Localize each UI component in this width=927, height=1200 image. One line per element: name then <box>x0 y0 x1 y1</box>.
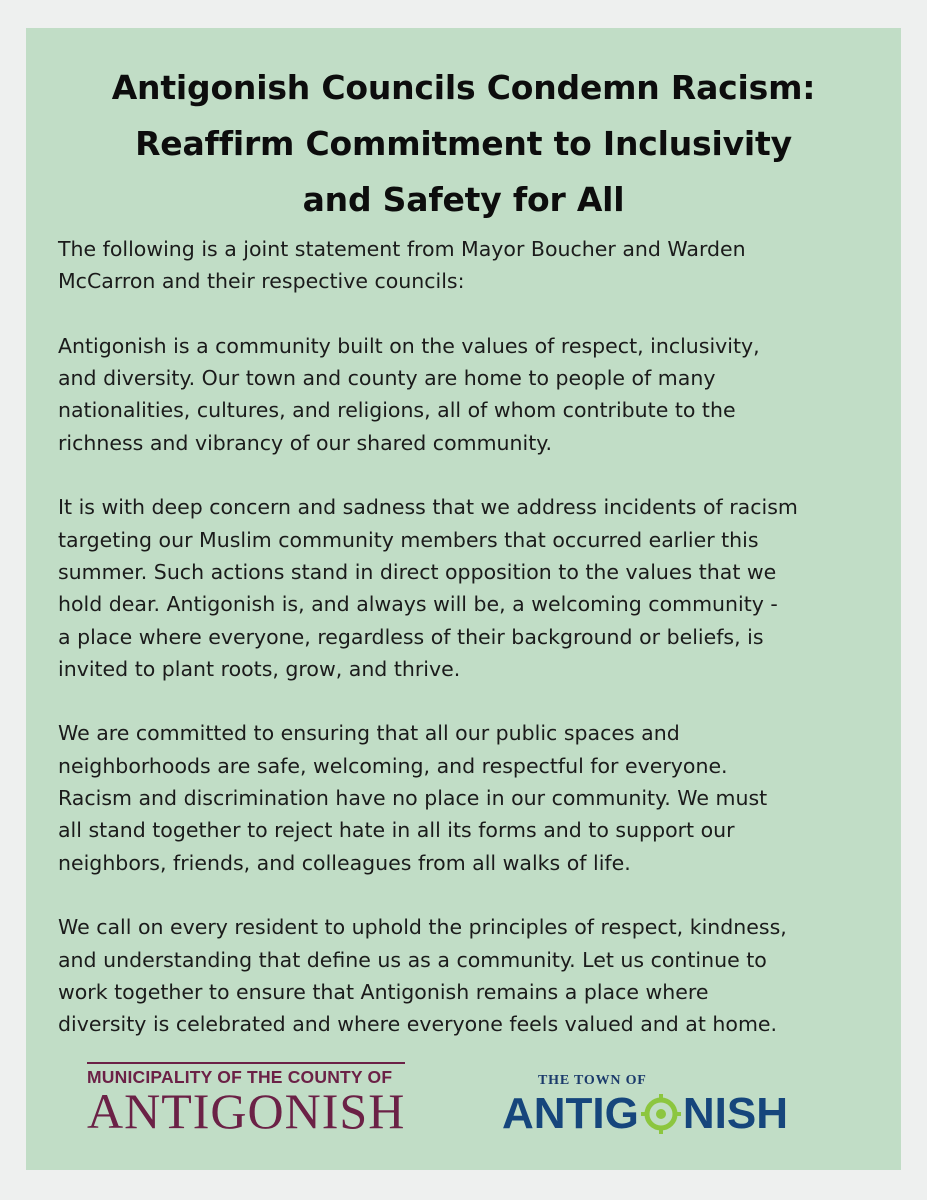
town-logo-subtitle: THE TOWN OF <box>538 1073 647 1088</box>
text-line: diversity is celebrated and where everyone feels valued and at home. <box>58 1012 778 1037</box>
text-line: invited to plant roots, grow, and thrive. <box>58 656 461 681</box>
values-paragraph <box>58 330 908 459</box>
text-line: and diversity. Our town and county are home to people of many <box>58 366 716 391</box>
statement-body <box>58 233 908 1073</box>
text-line: richness and vibrancy of our shared community. <box>58 430 553 455</box>
text-line: summer. Such actions stand in direct opposition to the values that we <box>58 559 777 584</box>
text-line: neighborhoods are safe, welcoming, and respectful for everyone. <box>58 753 728 778</box>
text-line: Antigonish is a community built on the values of respect, inclusivity, <box>58 333 760 358</box>
call-to-action-paragraph <box>58 911 908 1040</box>
page-title <box>0 60 927 228</box>
text-line: targeting our Muslim community members that occurred earlier this <box>58 527 759 552</box>
title-line: Antigonish Councils Condemn Racism: <box>111 68 816 107</box>
text-line: nationalities, cultures, and religions, all of whom contribute to the <box>58 398 736 423</box>
text-line: McCarron and their respective councils: <box>58 269 465 294</box>
text-line: hold dear. Antigonish is, and always will be, a welcoming community - <box>58 592 778 617</box>
town-logo-wordmark <box>502 1090 832 1138</box>
text-line: neighbors, friends, and colleagues from all walks of life. <box>58 850 631 875</box>
text-line: It is with deep concern and sadness that we address incidents of racism <box>58 495 798 520</box>
target-icon <box>641 1094 681 1134</box>
concern-paragraph <box>58 491 908 685</box>
town-logo <box>502 1072 832 1138</box>
text-line: We are committed to ensuring that all our public spaces and <box>58 721 680 746</box>
text-line: work together to ensure that Antigonish remains a place where <box>58 979 709 1004</box>
text-line: and understanding that define us as a community. Let us continue to <box>58 947 767 972</box>
intro-paragraph <box>58 233 908 298</box>
text-line: a place where everyone, regardless of their background or beliefs, is <box>58 624 764 649</box>
text-line: all stand together to reject hate in all its forms and to support our <box>58 818 735 843</box>
title-line: and Safety for All <box>302 180 625 219</box>
county-logo <box>87 1062 406 1139</box>
text-line: We call on every resident to uphold the principles of respect, kindness, <box>58 915 787 940</box>
town-logo-text-start: ANTIG <box>502 1089 639 1138</box>
town-logo-text-end: NISH <box>682 1089 789 1138</box>
county-logo-rule <box>87 1062 405 1064</box>
text-line: The following is a joint statement from Mayor Boucher and Warden <box>58 237 746 261</box>
commitment-paragraph <box>58 717 908 878</box>
county-logo-subtitle: MUNICIPALITY OF THE COUNTY OF <box>87 1067 393 1087</box>
title-line: Reaffirm Commitment to Inclusivity <box>135 124 792 163</box>
county-logo-wordmark: ANTIGONISH <box>87 1083 406 1139</box>
text-line: Racism and discrimination have no place in our community. We must <box>58 786 768 811</box>
